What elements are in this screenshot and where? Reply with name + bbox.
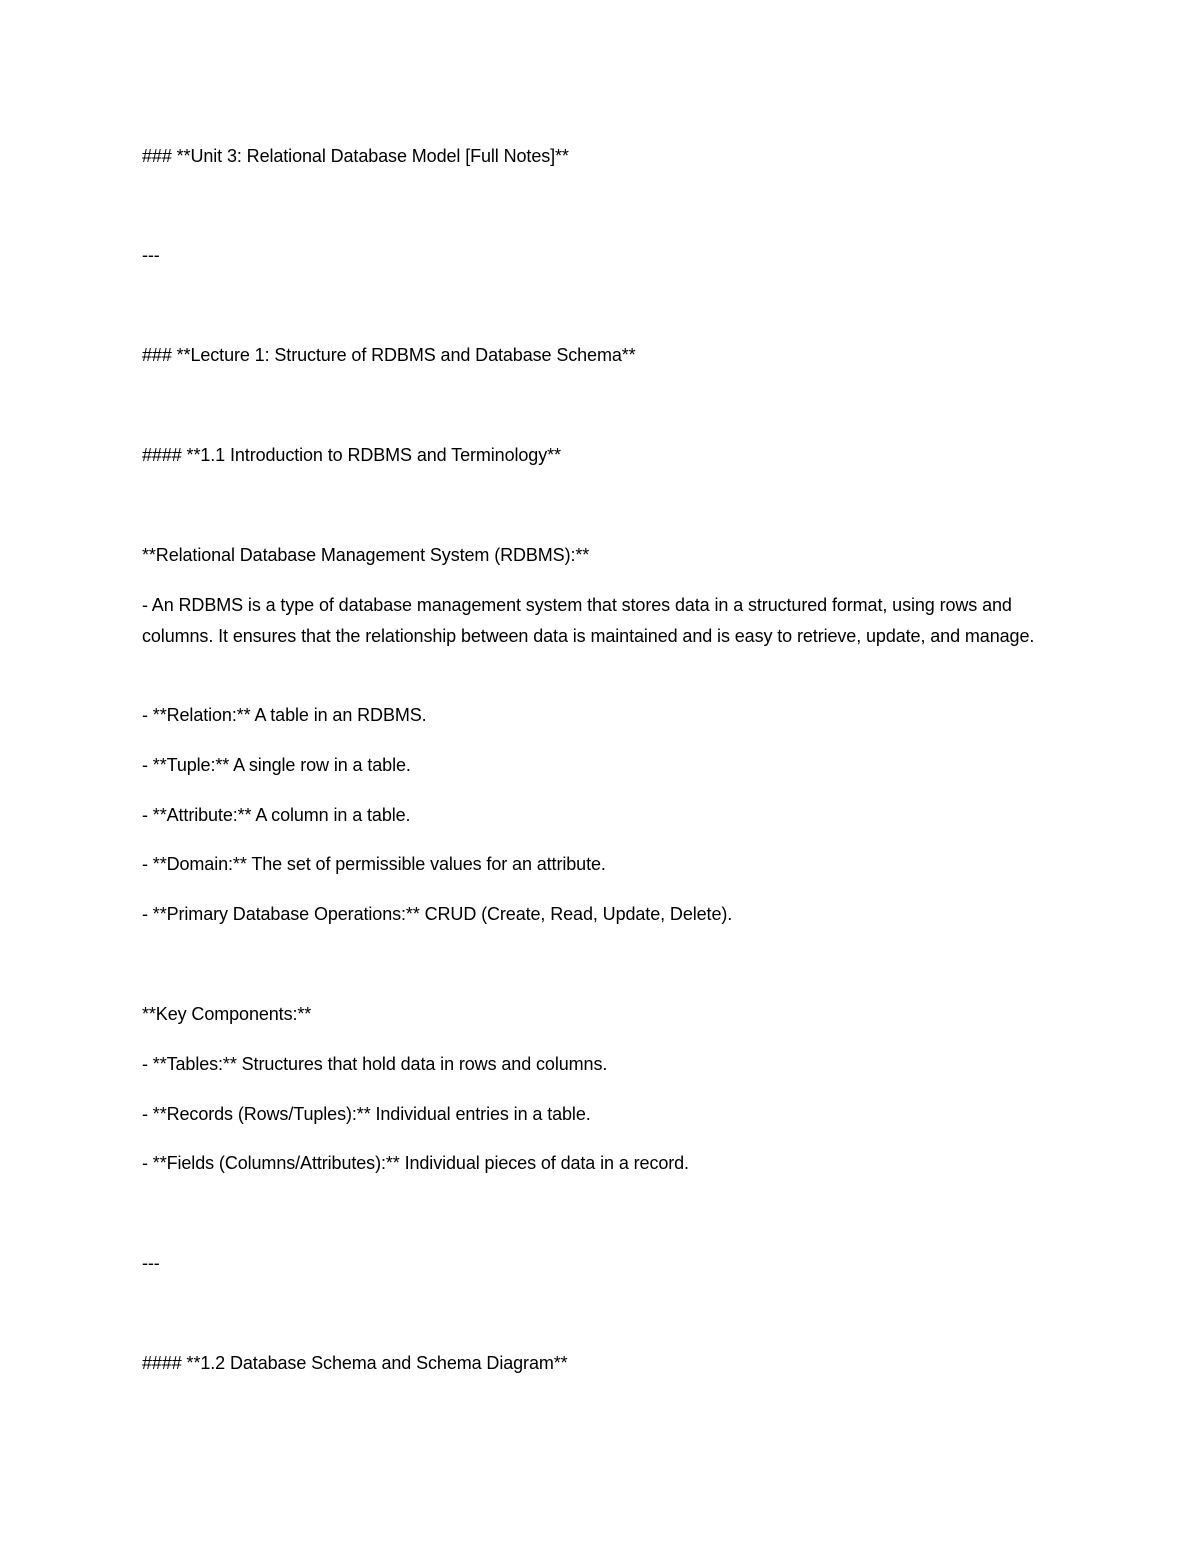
list-item-tables: - **Tables:** Structures that hold data in rows and columns. xyxy=(142,1054,608,1074)
list-item-domain: - **Domain:** The set of permissible values for an attribute. xyxy=(142,854,606,874)
key-components-label: **Key Components:** xyxy=(142,1004,312,1024)
list-item-relation: - **Relation:** A table in an RDBMS. xyxy=(142,705,427,725)
horizontal-rule-marker: --- xyxy=(142,1253,160,1273)
section-heading-1-2: #### **1.2 Database Schema and Schema Diagram** xyxy=(142,1353,568,1373)
list-item-primary-operations: - **Primary Database Operations:** CRUD (Create, Read, Update, Delete). xyxy=(142,904,733,924)
list-item-records: - **Records (Rows/Tuples):** Individual entries in a table. xyxy=(142,1104,591,1124)
section-heading-1-1: #### **1.1 Introduction to RDBMS and Terminology** xyxy=(142,445,561,465)
list-item-fields: - **Fields (Columns/Attributes):** Individual pieces of data in a record. xyxy=(142,1153,689,1173)
list-item-attribute: - **Attribute:** A column in a table. xyxy=(142,805,411,825)
rdbms-description-paragraph: - An RDBMS is a type of database management system that stores data in a structured format, using rows and columns. It ensures that the relationship between data is maintained and is easy to retrieve, update, and manage. xyxy=(142,595,1035,646)
list-item-tuple: - **Tuple:** A single row in a table. xyxy=(142,755,411,775)
lecture-heading: ### **Lecture 1: Structure of RDBMS and Database Schema** xyxy=(142,345,636,365)
horizontal-rule-marker: --- xyxy=(142,245,160,265)
unit-heading: ### **Unit 3: Relational Database Model [Full Notes]** xyxy=(142,146,569,166)
rdbms-definition-label: **Relational Database Management System (RDBMS):** xyxy=(142,545,590,565)
